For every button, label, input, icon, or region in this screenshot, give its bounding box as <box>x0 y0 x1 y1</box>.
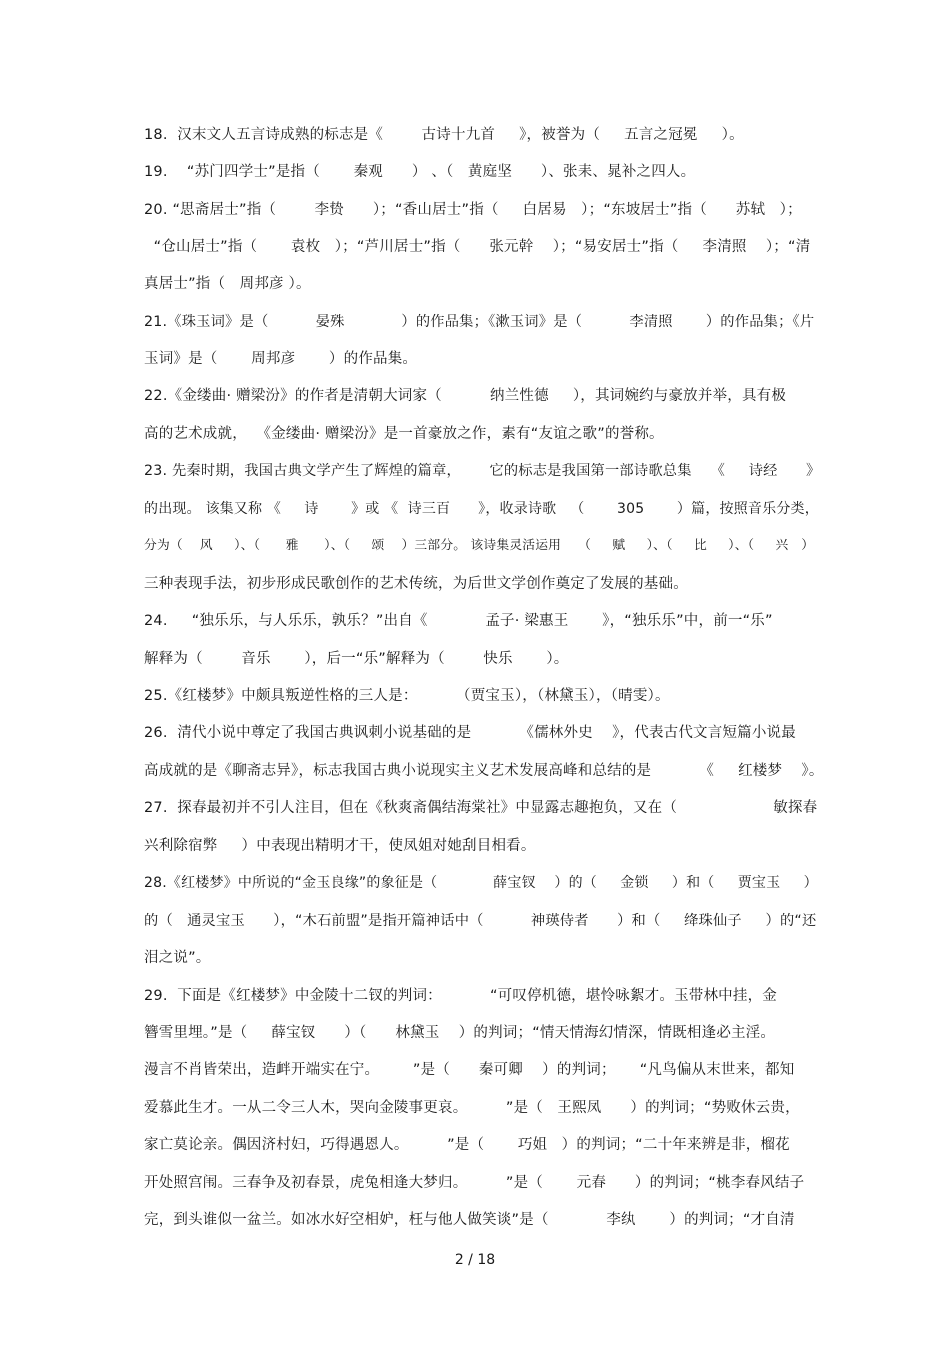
text-line: 爱慕此生才。一从二令三人木，哭向金陵事更哀。 ”是（ 王熙凤 ）的判词；“势败休云贵， <box>144 1100 800 1116</box>
text-line: 27. 探春最初并不引人注目，但在《秋爽斋偶结海棠社》中显露志趣抱负，又在（ 敏探春 <box>144 800 818 816</box>
text-line: 开处照宫闱。三春争及初春景，虎兔相逢大梦归。 ”是（ 元春 ）的判词；“桃李春风结子 <box>144 1175 805 1191</box>
text-line: 的出现。 该集又称 《 诗 》或 《 诗三百 》，收录诗歌 （ 305 ）篇，按照音乐分类， <box>144 501 819 517</box>
text-line: 21.《珠玉词》是（ 晏殊 ）的作品集；《漱玉词》是（ 李清照 ）的作品集；《片 <box>144 314 815 330</box>
text-line: 完，到头谁似一盆兰。如冰水好空相妒，枉与他人做笑谈”是（ 李纨 ）的判词；“才自清 <box>144 1212 795 1228</box>
text-line: 三种表现手法，初步形成民歌创作的艺术传统，为后世文学创作奠定了发展的基础。 <box>144 576 688 592</box>
text-line: 分为（ 风 ）、（ 雅 ）、（ 颂 ）三部分。 该诗集灵活运用 （ 赋 ）、（ 比 ）、（ 兴 ） <box>144 538 815 553</box>
text-line: 家亡莫论亲。偶因济村妇，巧得遇恩人。 ”是（ 巧姐 ）的判词；“二十年来辨是非，榴花 <box>144 1137 790 1153</box>
text-line: 18. 汉末文人五言诗成熟的标志是《 古诗十九首 》，被誉为（ 五言之冠冕 ）。 <box>144 127 744 143</box>
text-line: “仓山居士”指（ 袁枚 ）；“芦川居士”指（ 张元幹 ）；“易安居士”指（ 李清照 ）；“清 <box>144 239 811 255</box>
text-line: 20. “思斋居士”指（ 李贽 ）；“香山居士”指（ 白居易 ）；“东坡居士”指（ 苏轼 ）； <box>144 202 802 218</box>
text-line: 高成就的是《聊斋志异》，标志我国古典小说现实主义艺术发展高峰和总结的是 《 红楼梦 》。 <box>144 763 824 779</box>
page-number: 2 / 18 <box>454 1252 496 1268</box>
text-line: 23. 先秦时期，我国古典文学产生了辉煌的篇章， 它的标志是我国第一部诗歌总集 《 诗经 》 <box>144 463 821 479</box>
text-line: 漫言不肖皆荣出，造衅开端实在宁。 ”是（ 秦可卿 ）的判词； “凡鸟偏从末世来，都知 <box>144 1062 795 1078</box>
text-line: 高的艺术成就， 《金缕曲· 赠梁汾》是一首豪放之作，素有“友谊之歌”的誉称。 <box>144 426 664 442</box>
text-line: 玉词》是（ 周邦彦 ）的作品集。 <box>144 351 418 367</box>
text-line: 19. “苏门四学士”是指（ 秦观 ） 、（ 黄庭坚 ）、张耒、晁补之四人。 <box>144 164 696 180</box>
text-line: 22.《金缕曲· 赠梁汾》的作者是清朝大词家（ 纳兰性德 ），其词婉约与豪放并举，具有极 <box>144 388 787 404</box>
text-line: 24. “独乐乐，与人乐乐，孰乐？”出自《 孟子· 梁惠王 》，“独乐乐”中，前一“乐” <box>144 613 773 629</box>
text-line: 解释为（ 音乐 ），后一“乐”解释为（ 快乐 ）。 <box>144 651 569 667</box>
text-line: 29. 下面是《红楼梦》中金陵十二钗的判词： “可叹停机德，堪怜咏絮才。玉带林中挂，金 <box>144 988 777 1004</box>
text-line: 兴利除宿弊 ）中表现出精明才干，使凤姐对她刮目相看。 <box>144 838 536 854</box>
text-line: 真居士”指（ 周邦彦 ）。 <box>144 276 311 292</box>
text-line: 的（ 通灵宝玉 ），“木石前盟”是指开篇神话中（ 神瑛侍者 ）和（ 绛珠仙子 ）的“还 <box>144 913 817 929</box>
text-line: 28.《红楼梦》中所说的“金玉良缘”的象征是（ 薛宝钗 ）的（ 金锁 ）和（ 贾宝玉 ） <box>144 875 818 891</box>
text-line: 泪之说”。 <box>144 950 211 966</box>
text-line: 25.《红楼梦》中颇具叛逆性格的三人是： （贾宝玉），（林黛玉），（晴雯）。 <box>144 688 670 704</box>
text-line: 26. 清代小说中尊定了我国古典讽刺小说基础的是 《儒林外史 》，代表古代文言短篇小说最 <box>144 725 796 741</box>
text-line: 簪雪里埋。”是（ 薛宝钗 ）（ 林黛玉 ）的判词；“情天情海幻情深，情既相逢必主淫。 <box>144 1025 776 1041</box>
